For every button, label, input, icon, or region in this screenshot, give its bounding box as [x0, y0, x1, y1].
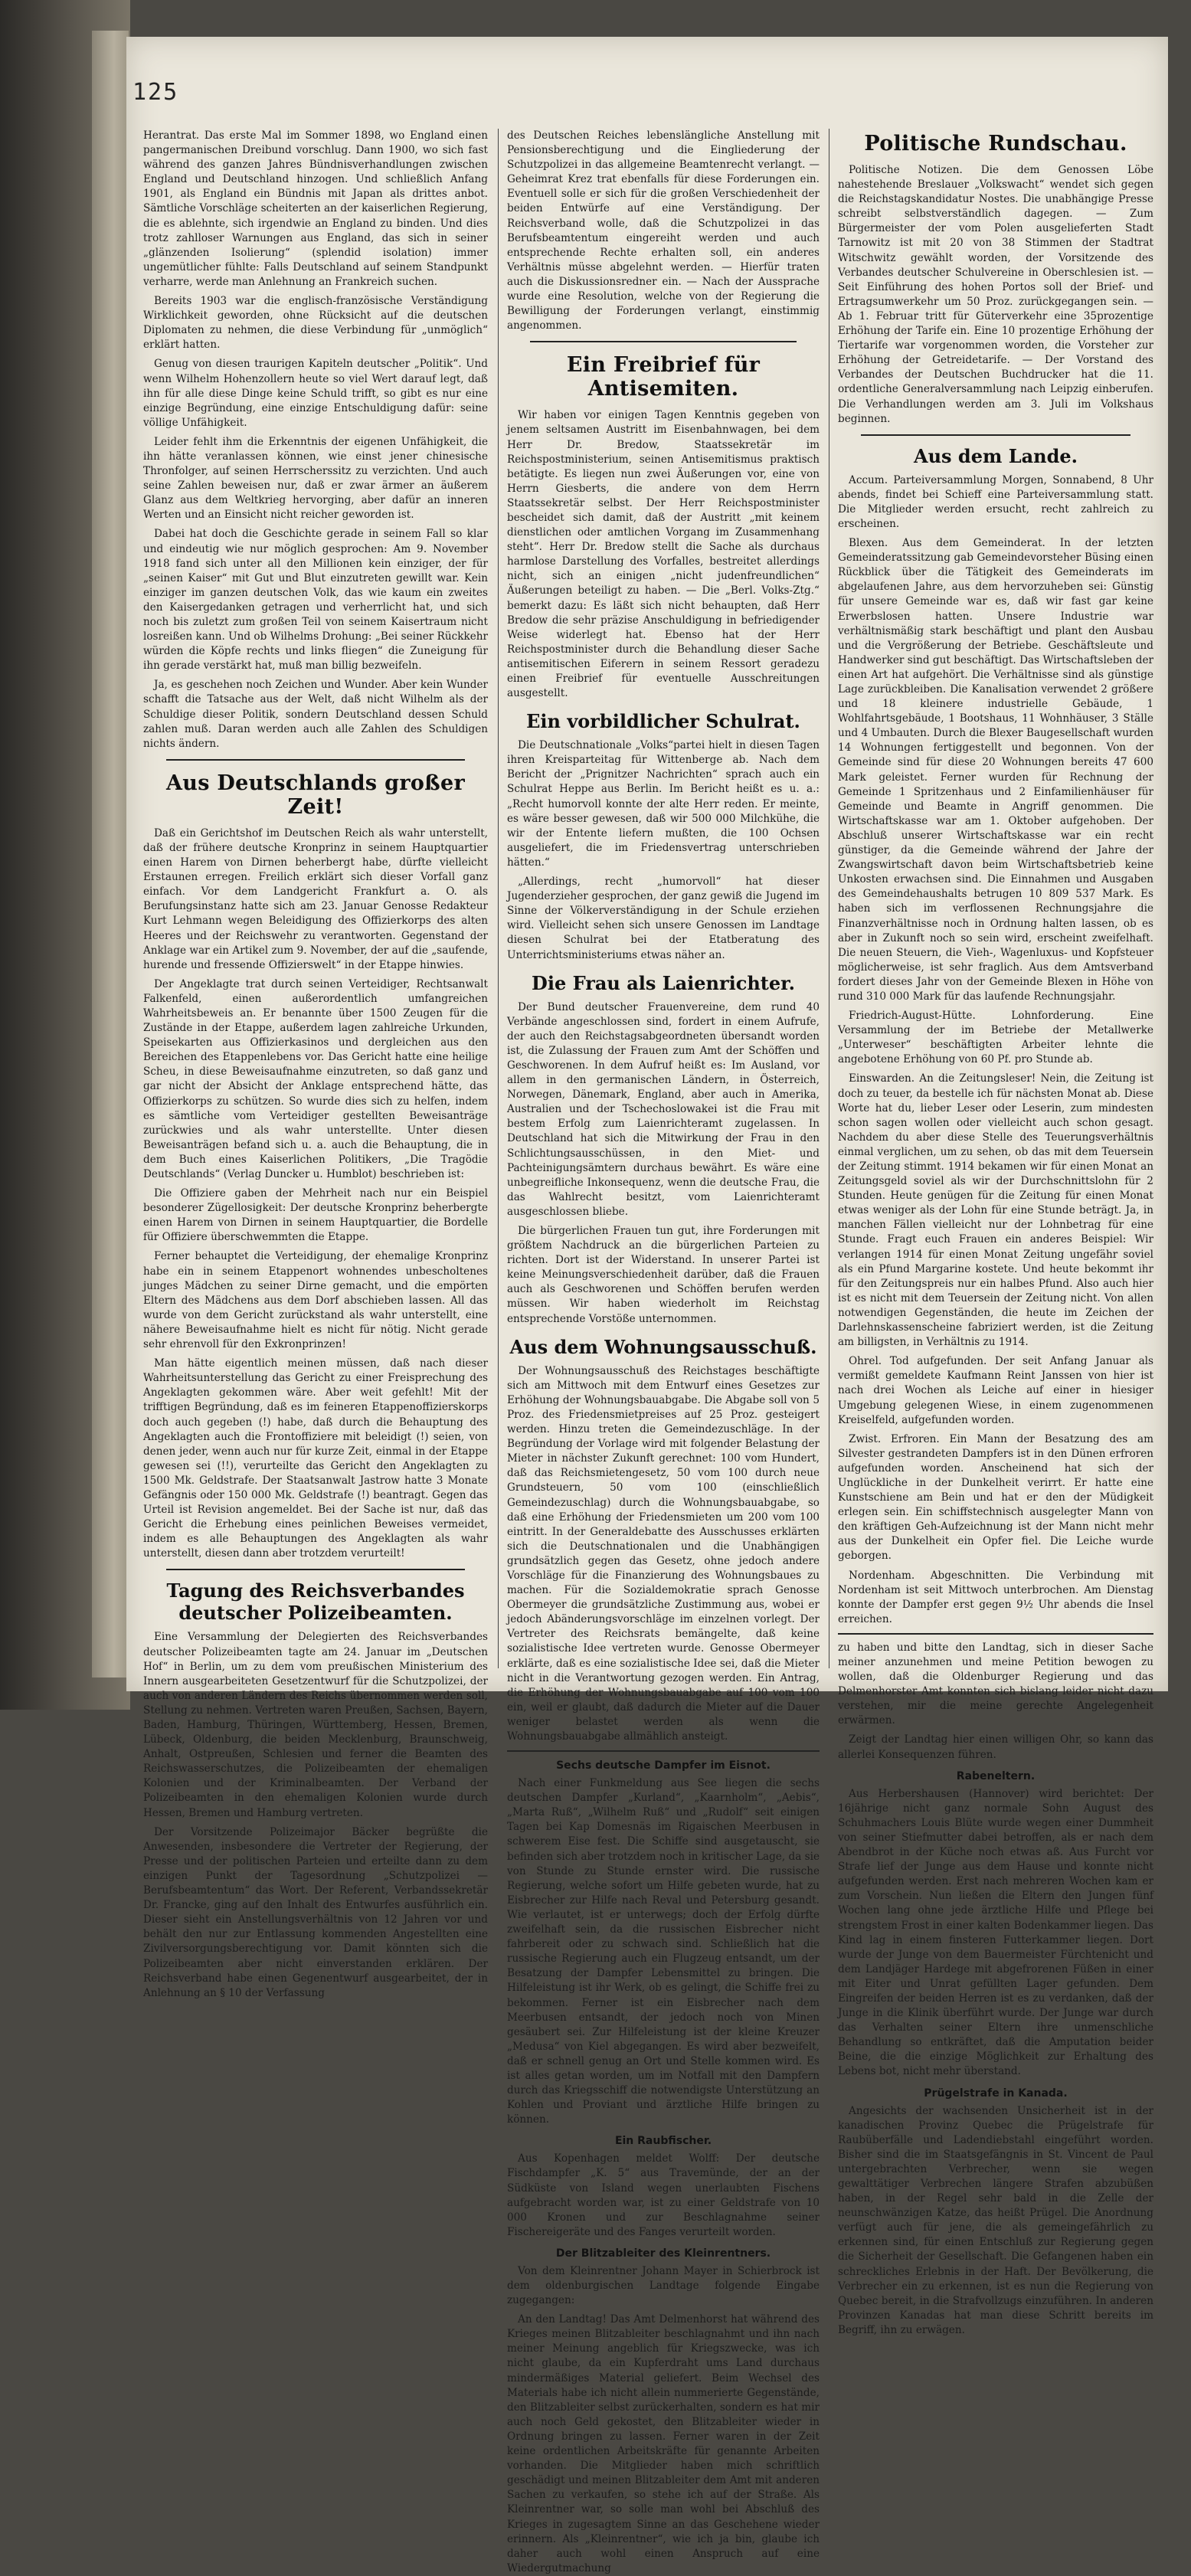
- paragraph: Aus Herbershausen (Hannover) wird berichtet: Der 16jährige nicht ganz normale Sohn August des Schuhmachers Louis Blüte wurde wegen einer Dummheit von seiner Stiefmutter dabei betroffen, als er nach dem Abendbrot in der Küche noch etwas aß. Aus Furcht vor Strafe lief der Junge aus dem Hause und konnte nicht aufgefunden werden. Erst nach mehreren Wochen kam er zum Vorschein. Nun ließen die Eltern den Jungen fünf Wochen lang ohne jede ärztliche Hilfe und Pflege bei strengstem Frost in einer kalten Bodenkammer liegen. Das Kind lag in einem finsteren Futterkammer liegen. Dort wurde der Junge von dem Bauermeister Fürchtenicht und dem Landjäger Hardege mit abgefrorenen Füßen in einer mit Eiter und Unrat gefüllten Lager gefunden. Dem Eingreifen der beiden Herren ist es zu verdanken, daß der Junge in die Klinik überführt wurde. Der Junge war durch das Verhalten seiner Eltern ihre unmenschliche Behandlung so entkräftet, daß die Amputation beider Beine, die die einzige Möglichkeit zur Erhaltung des Lebens bot, nicht mehr überstand.: [838, 1787, 1153, 2078]
- paragraph: Accum. Parteiversammlung Morgen, Sonnabend, 8 Uhr abends, findet bei Schieff eine Parteiversammlung statt. Die Mitglieder werden ersucht, recht zahlreich zu erscheinen.: [838, 473, 1153, 530]
- paragraph: Ohrel. Tod aufgefunden. Der seit Anfang Januar als vermißt gemeldete Kaufmann Reint Janssen von hier ist nach drei Wochen als Leiche auf einer in hiesiger Umgebung gelegenen Wiese, in einem zugenommenen Kreiselfeld, aufgefunden worden.: [838, 1355, 1153, 1426]
- paragraph: Genug von diesen traurigen Kapiteln deutscher „Politik“. Und wenn Wilhelm Hohenzollern heute so viel Wert darauf legt, daß ihn für alle diese Dinge keine Schuld trifft, so gibt es nur eine einzige Begründung, eine einzige Entschuldigung dafür: seine völlige Unfähigkeit.: [143, 358, 488, 429]
- paragraph: zu haben und bitte den Landtag, sich in dieser Sache meiner anzunehmen und meine Petition bewogen zu wollen, daß die Oldenburger Regierung und das Delmenhorster Amt konnten sich bislang leider nicht dazu verstehen, mir die meine gerechte Angelegenheit erwärmen.: [838, 1641, 1153, 1727]
- headline: Der Blitzableiter des Kleinrentners.: [555, 2247, 771, 2260]
- column-divider-1: [498, 129, 499, 1668]
- paragraph: Der Bund deutscher Frauenvereine, dem rund 40 Verbände angeschlossen sind, fordert in einem Aufrufe, der auch den Reichstagsabgeordneten übersandt worden ist, die Zulassung der Frauen zum Amt der Schöffen und Geschworenen. In dem Aufruf heißt es: Im Ausland, vor allem in den germanischen Ländern, in Österreich, Norwegen, Dänemark, England, aber auch in Amerika, Australien und der Tschechoslowakei ist die Frau mit bestem Erfolg zum Laienrichteramt zugelassen. In Deutschland hat sich die Mitwirkung der Frau in den Schlichtungsausschüssen, in den Miet- und Pachteinigungsämtern durchaus bewährt. Es wäre eine unbegreifliche Inkonsequenz, wenn die deutsche Frau, die das Wahlrecht besitzt, vom Laienrichteramt ausgeschlossen bliebe.: [507, 1000, 820, 1218]
- column-1: [143, 129, 488, 1999]
- divider: [166, 759, 465, 761]
- headline: Ein Raubfischer.: [614, 2135, 712, 2148]
- newspaper-page: [126, 37, 1168, 2574]
- headline: Sechs deutsche Dampfer im Eisnot.: [556, 1759, 771, 1772]
- headline: Ein vorbildlicher Schulrat.: [526, 710, 800, 733]
- paragraph: Ferner behauptet die Verteidigung, der ehemalige Kronprinz habe ein in seinem Etappenort wohnendes unbescholtenes junges Mädchen zu seiner Dirne gemacht, und die empörten Eltern des Mädchens aus dem Dorf abschieben lassen. All das wurde von dem Gericht zurückstand als wahr unterstellt, eine nähere Beweisaufnahme hielt es nicht für nötig. Nicht gerade sehr ehrenvoll für den Exkronprinzen!: [143, 1250, 488, 1351]
- paragraph: „Allerdings, recht „humorvoll“ hat dieser Jugenderzieher gesprochen, der ganz gewiß die Jugend im Sinne der Völkerverständigung in der Schule erziehen wird. Vielleicht sehen sich unsere Genossen im Landtage diesen Schulrat bei der Etatberatung des Unterrichtsministeriums etwas näher an.: [507, 876, 820, 961]
- paragraph: Zwist. Erfroren. Ein Mann der Besatzung des am Silvester gestrandeten Dampfers ist in den Dünen erfroren aufgefunden worden. Anscheinend hat sich der Unglückliche in der Dunkelheit verirrt. Er hatte eine Kunstschiene am Bein und hat er den der Müdigkeit erlegen sein. Ein schiffstechnisch ausgelegter Mann von den kräftigen Geh-Aufzeichnung ist der Mann nicht mehr aus der Dunkelheit ein Opfer fiel. Die Leiche wurde geborgen.: [838, 1432, 1153, 1563]
- divider: [838, 1633, 1153, 1635]
- col1-intro: [143, 129, 488, 751]
- paragraph: Angesichts der wachsenden Unsicherheit ist in der kanadischen Provinz Quebec die Prügelstrafe für Raubüberfälle und Ladendiebstahl eingeführt worden. Bisher sind die im Staatsgefängnis in St. Vincent de Paul untergebrachten Verbrecher, wenn sie wegen gewalttätiger Verbrechen längere Strafen abzubüßen haben, in der Regel sehr bald in die Zelle der neunschwänzigen Katze, das heißt Prügel. Die Anordnung verfügt auch für jene, die als gemeingefährlich zu erkennen sind, für einen Entschluß zur Regierung gegen die Sicherheit der Gesellschaft. Die Gefangenen haben ein schreckliches Erlebnis in der Haft. Der Bevölkerung, die Verbrecher ein zu erkennen, ist es nun die Regierung von Quebec bereit, in die Strafvollzugs einzuführen. In anderen Provinzen Kanadas hat man diese Schritt bereits im Begriff, ihn zu erwägen.: [838, 2104, 1153, 2336]
- paragraph: Der Angeklagte trat durch seinen Verteidiger, Rechtsanwalt Falkenfeld, einen außerordentlich umfangreichen Wahrheitsbeweis an. Er benannte über 1500 Zeugen für die Zustände in der Etappe, außerdem lagen zahlreiche Urkunden, Speisekarten aus Offizierkasinos und dergleichen aus den Bereichen des Etappenlebens vor. Das Gericht hatte eine heilige Scheu, in diese Beweisaufnahme einzutreten, so daß ganz und gar nicht der Absicht der Anklage entsprechend hätte, das Offizierkorps zu schützen. So wurde dies sich zu helfen, indem es sämtliche vom Verteidiger gestellten Beweisanträge zurückwies und als wahr unterstellte. Unter diesen Beweisanträgen befand sich u. a. auch die Behauptung, die in dem Buch eines Kaiserlichen Politikers, „Die Tragödie Deutschlands“ (Verlag Duncker u. Humblot) beschrieben ist:: [143, 977, 488, 1180]
- paragraph: Friedrich-August-Hütte. Lohnforderung. Eine Versammlung der im Betriebe der Metallwerke „Unterweser“ beschäftigten Arbeiter lehnte die angebotene Erhöhung von 60 Pf. pro Stunde ab.: [838, 1010, 1153, 1066]
- paragraph: Von dem Kleinrentner Johann Mayer in Schierbrock ist dem oldenburgischen Landtage folgende Eingabe zugegangen:: [507, 2264, 820, 2307]
- paragraph: Daß ein Gerichtshof im Deutschen Reich als wahr unterstellt, daß der frühere deutsche Kronprinz in seinem Hauptquartier einen Harem von Dirnen beherbergt habe, dürfte vielleicht Erstaunen erregen. Freilich erklärt sich dieser Vorfall ganz einfach. Vor dem Landgericht Frankfurt a. O. als Berufungsinstanz hatte sich am 23. Januar Genosse Redakteur Kurt Lehmann wegen Beleidigung des Offizierkorps des alten Heeres und der Reichswehr zu verantworten. Gegenstand der Anklage war ein Artikel zum 9. November, der auf die „saufende, hurende und fressende Offizierswelt“ in der Etappe hinwies.: [143, 826, 488, 971]
- paragraph: Nach einer Funkmeldung aus See liegen die sechs deutschen Dampfer „Kurland“, „Kaarnholm“, „Aebis“, „Marta Ruß“, „Wilhelm Ruß“ und „Rudolf“ seit einigen Tagen bei Kap Domesnäs im Rigaischen Meerbusen in schwerem Eise fest. Die Schiffe sind ausgetauscht, sie befinden sich aber trotzdem noch in kritischer Lage, da sie von Stunde zu Stunde ernster wird. Die russische Regierung, welche sofort um Hilfe gebeten wurde, hat zu Eisbrecher zur Hilfe nach Reval und Petersburg gesandt. Wie verlautet, ist er unterwegs; doch der Erfolg dürfte zweifelhaft sein, da die russischen Eisbrecher nicht fahrbereit oder zu schwach sind. Schließlich hat die russische Regierung auch ein Flugzeug entsandt, um der Besatzung der Dampfer Lebensmittel zu bringen. Die Hilfeleistung ist ihr Werk, ob es gelingt, die Schiffe frei zu bekommen. Ferner ist ein Eisbrecher nach dem Meerbusen entsandt, der jedoch noch von Minen gesäubert sei. Zur Hilfeleistung ist der kleine Kreuzer „Medusa“ von Kiel abgegangen. Es wird aber bezweifelt, daß er schnell genug an Ort und Stelle kommen wird. Es ist alles getan worden, um im Notfall mit den Dampfern durch das Kriegsschiff die notwendigste Unterstützung an Kohlen und Proviant und ärztliche Hilfe bringen zu können.: [507, 1777, 820, 2126]
- paragraph: Dabei hat doch die Geschichte gerade in seinem Fall so klar und eindeutig wie nur möglich gesprochen: Am 9. November 1918 fand sich unter all den Millionen kein einziger, der für „seinen Kaiser“ mit Gut und Blut einzutreten gewillt war. Kein einziger im ganzen deutschen Volk, das wie kaum ein zweites den Kaisergedanken getragen und verherrlicht hat, und sich noch bis zuletzt zum großen Teil von seinem Kaisertraum nicht losreißen kann. Und ob Wilhelms Drohung: „Bei seiner Rückkehr würden die Köpfe rechts und links fliegen“ die Zuneigung für ihn gerade verstärkt hat, muß man billig bezweifeln.: [143, 528, 488, 673]
- book-spine-edge: [92, 31, 129, 1678]
- divider: [166, 1569, 465, 1570]
- headline: Ein Freibrief für Antisemiten.: [566, 353, 761, 401]
- paragraph: Man hätte eigentlich meinen müssen, daß nach dieser Wahrheitsunterstellung das Gericht zu einer Freisprechung des Angeklagten gekommen wäre. Aber weit gefehlt! Mit der trifftigen Begründung, daß es im feineren Etappenoffizierskorps doch auch gegeben (!) habe, daß durch die Behauptung des Angeklagten auch die Frontoffiziere mit beleidigt (!) seien, von denen jeder, wenn auch nur für kurze Zeit, einmal in der Etappe gewesen sei (!!), verurteilte das Gericht den Angeklagten zu 1500 Mk. Geldstrafe. Der Staatsanwalt Jastrow hatte 3 Monate Gefängnis oder 150 000 Mk. Geldstrafe (!) beantragt. Gegen das Urteil ist Revision angemeldet. Bei der Sache ist nur, daß das Gericht die Erhebung eines peinlichen Beweises vermeidet, indem es alle Behauptungen des Angeklagten als wahr unterstellt, diesen dann aber trotzdem verurteilt!: [143, 1357, 488, 1560]
- paragraph: Die Offiziere gaben der Mehrheit nach nur ein Beispiel besonderer Zügellosigkeit: Der deutsche Kronprinz beherbergte einen Harem von Dirnen in seinem Hauptquartier, die Bordelle für Offiziere überschwemmten die Etappe.: [143, 1187, 488, 1244]
- column-3: [838, 129, 1153, 2336]
- paragraph: Blexen. Aus dem Gemeinderat. In der letzten Gemeinderatssitzung gab Gemeindevorsteher Büsing einen Rückblick über die Tätigkeit des Gemeinderats im abgelaufenen Jahre, aus dem hervorzuheben sei: Günstig für unsere Gemeinde war es, daß wir fast gar keine Erwerbslosen hatten. Unsere Industrie war verhältnismäßig stark beschäftigt und plant den Ausbau und die Vergrößerung der Betriebe. Geschäftsleute und Handwerker sind gut beschäftigt. Das Wirtschaftsleben der einen Art hat aufgehört. Die Verhältnisse sind als günstige Lage zurückbleiben. Die Kanalisation verwendet 2 größere und 18 kleinere industrielle Gebäude, 1 Wohlfahrtsgebäude, 1 Bootshaus, 11 Wohnhäuser, 3 Ställe und 4 Umbauten. Durch die Blexer Baugesellschaft wurden 14 Wohnungen fertiggestellt und begonnen. Von der Gemeinde sind für diese 20 Wohnungen bereits 47 600 Mark geleistet. Ferner wurden für Rechnung der Gemeinde 1 Spritzenhaus und 2 Einfamilienhäuser für Gemeinde und Beamte in Angriff genommen. Die Wirtschaftskasse war am 1. Oktober aufgehoben. Der Abschluß unserer Wirtschaftskasse war ein recht günstiger, da die Gemeinde während der Jahre der Zwangswirtschaft davon beim Wirtschaftsbetrieb keine Unkosten erwachsen sind. Die Einnahmen und Ausgaben des Gemeindehaushalts betrugen 10 809 537 Mark. Es haben sich im verflossenen Rechnungsjahre die Finanzverhältnisse noch in Ordnung halten lassen, ob es aber in Zukunft noch so sein wird, erscheint zweifelhaft. Die neuen Steuern, die Vieh-, Wagenluxus- und Kopfsteuer möglicherweise, ist sehr fraglich. Aus dem Amtsverband fordert dieses Jahr von der Gemeinde Blexen in Höhe von rund 310 000 Mark für das laufende Rechnungsjahr.: [838, 537, 1153, 1003]
- page-number: 125: [133, 79, 179, 106]
- paragraph: Der Vorsitzende Polizeimajor Bäcker begrüßte die Anwesenden, insbesondere die Vertreter der Regierung, der Presse und der politischen Parteien und erteilte dann zu dem einzigen Punkt der Tagesordnung „Schutzpolizei — Berufsbeamtentum“ das Wort. Der Referent, Verbandssekretär Dr. Francke, ging auf den Inhalt des Entwurfes ausführlich ein. Dieser sieht ein Anstellungsverhältnis von 12 Jahren vor und behält den nur zur Entlassung kommenden Angestellten eine Zivilversorgungsberechtigung vor. Damit könnten sich die Polizeibeamten aber nicht einverstanden erklären. Der Reichsverband habe einen Gegenentwurf ausgearbeitet, der in Anlehnung an § 10 der Verfassung: [143, 1825, 488, 1999]
- paragraph: Zeigt der Landtag hier einen willigen Ohr, so kann das allerlei Konsequenzen führen.: [838, 1733, 1153, 1761]
- headline: Rabeneltern.: [956, 1769, 1036, 1782]
- paragraph: Ja, es geschehen noch Zeichen und Wunder. Aber kein Wunder schafft die Tatsache aus der Welt, daß nicht Wilhelm als der Schuldige dieser Politik, sondern Deutschland dessen Schuld zahlen muß. Daran werden auch alle Zahlen des Schuldigen nichts ändern.: [143, 679, 488, 750]
- paragraph: Wir haben vor einigen Tagen Kenntnis gegeben von jenem seltsamen Austritt im Eisenbahnwagen, bei dem Herr Dr. Bredow, Staatssekretär im Reichspostministerium, seinen Antisemitismus praktisch betätigte. Es liegen nun zwei Äußerungen vor, eine von Herrn Giesberts, die andere von dem Herrn Staatssekretär selbst. Der Herr Reichspostminister bescheidet sich damit, daß der Austritt „mit keinem dienstlichen oder amtlichen Vorgang im Zusammenhang steht“. Herr Dr. Bredow stellt die Sache als durchaus harmlose Darstellung des Vorfalles, bestreitet allerdings nicht, sich an einigen „nicht judenfreundlichen“ Äußerungen beteiligt zu haben. — Die „Berl. Volks-Ztg.“ bemerkt dazu: Es läßt sich nicht behaupten, daß Herr Bredow die sehr präzise Anschuldigung in befriedigender Weise widerlegt hat. Ebenso hat der Herr Reichspostminister durch die Behandlung dieser Sache antisemitischen Eiferern in seinem Ressort geradezu einen Freibrief für eventuelle Ausschreitungen ausgestellt.: [507, 409, 820, 700]
- headline: Prügelstrafe in Kanada.: [924, 2087, 1068, 2100]
- divider: [507, 1750, 820, 1752]
- paragraph: Politische Notizen. Die dem Genossen Löbe nahestehende Breslauer „Volkswacht“ wendet sich gegen die Reichstagskandidatur Nostes. Die unabhängige Presse schreibt selbstverständlich dagegen. — Zum Bürgermeister der vom Polen ausgelieferten Stadt Tarnowitz ist mit 20 von 38 Stimmen der Stadtrat Witschwitz gewählt worden, der Vorsitzende des Verbandes deutscher Schulvereine in Oberschlesien ist. — Seit Einführung des hohen Portos soll der Brief- und Ertragsumwerkehr um 50 Proz. zurückgegangen sein. — Ab 1. Februar tritt für Güterverkehr eine 35prozentige Erhöhung der Tarife ein. Eine 10 prozentige Erhöhung der Tiertarife war vorgenommen worden, die Vorsteher zur Erhöhung der Getreidetarife. — Der Vorstand des Verbandes der Deutschen Buchdrucker hat die 11. ordentliche Generalversammlung nach Leipzig einberufen. Die Verhandlungen werden am 3. Juli im Volkshaus beginnen.: [838, 164, 1153, 425]
- headline: Aus dem Wohnungsausschuß.: [509, 1335, 817, 1358]
- paragraph: Eine Versammlung der Delegierten des Reichsverbandes deutscher Polizeibeamten tagte am 24. Januar im „Deutschen Hof“ in Berlin, um zu dem vom preußischen Ministerium des Innern ausgearbeiteten Gesetzentwurf für die Schutzpolizei, der auch von anderen Ländern des Reichs übernommen werden soll, Stellung zu nehmen. Vertreten waren Preußen, Sachsen, Bayern, Baden, Hamburg, Thüringen, Württemberg, Hessen, Bremen, Lübeck, Oldenburg, die beiden Mecklenburg, Braunschweig, Anhalt, Ostpreußen, Schlesien und ferner die Beamten des Reichswasserschutzes, die Polizeibeamten der ehemaligen Kolonien und der Kriminalbeamten. Der Verband der Polizeibeamten in den ehemaligen Kolonien wurde durch Hessen, Bremen und Hamburg vertreten.: [143, 1631, 488, 1819]
- paragraph: Einswarden. An die Zeitungsleser! Nein, die Zeitung ist doch zu teuer, da bestelle ich für nächsten Monat ab. Diese Worte hat du, lieber Leser oder Leserin, zum mindesten schon sagen wollen oder vielleicht auch schon gesagt. Nachdem du aber diese Stelle des Teuerungsverhältnis einmal verglichen, um zu sehen, ob das mit dem Teuersein der Zeitung stimmt. 1914 bekamen wir für einen Monat an Zeitungsgeld soviel als wir der Durchschnittslohn für 2 Stunden. Heute genügen für die Zeitung für einen Monat etwas weniger als der Lohn für eine Stunde beträgt. Ja, in manchen Fällen vielleicht nur der Lohnbetrag für eine Stunde. Fragt euch Frauen ein anderes Beispiel: Wir verlangen 1914 für einen Monat Zeitung ungefähr soviel als ein Pfund Margarine kostete. Und heute bekommt ihr für den Zeitungspreis nur ein halbes Pfund. Also auch hier ist es nicht mit dem Teuersein der Zeitung nicht. Von allen notwendigen Gegenständen, die heute im Zeichen der Darlehnskassenscheine fabriziert werden, ist die Zeitung am billigsten, in Verhältnis zu 1914.: [838, 1072, 1153, 1349]
- paragraph: Die Deutschnationale „Volks“partei hielt in diesen Tagen ihren Kreisparteitag für Wittenberge ab. Nach dem Bericht der „Prignitzer Nachrichten“ sprach auch ein Schulrat Heppe aus Berlin. Im Bericht heißt es u. a.: „Recht humorvoll konnte der alte Herr reden. Er meinte, es wäre besser gewesen, daß wir 500 000 Milchkühe, die wir der Entente liefern mußten, die 100 Ochsen ausgeliefert, die im Friedensvertrag unterschrieben hätten.“: [507, 739, 820, 869]
- paragraph: Nordenham. Abgeschnitten. Die Verbindung mit Nordenham ist seit Mittwoch unterbrochen. Am Dienstag konnte der Dampfer erst gegen 9½ Uhr abends die Insel erreichen.: [838, 1569, 1153, 1625]
- paragraph: Der Wohnungsausschuß des Reichstages beschäftigte sich am Mittwoch mit dem Entwurf eines Gesetzes zur Erhöhung der Wohnungsbauabgabe. Die Abgabe soll von 5 Proz. des Friedensmietpreises auf 25 Proz. gesteigert werden. Hinzu treten die Gemeindezuschläge. In der Begründung der Vorlage wird mit folgender Belastung der Mieter in nächster Zukunft gerechnet: 100 vom Hundert, daß das Reichsmietengesetz, 50 vom 100 durch neue Grundsteuern, 50 vom 100 (einschließlich Gemeindezuschlag) durch die Wohnungsbauabgabe, so daß eine Erhöhung der Friedensmieten um 200 vom 100 eintritt. In der Generaldebatte des Ausschusses erklärten sich die Deutschnationalen und die Unabhängigen grundsätzlich gegen das Gesetz, ohne jedoch andere Vorschläge für die Finanzierung des Wohnungsbaues zu machen. Für die Sozialdemokratie sprach Genosse Obermeyer die grundsätzliche Zustimmung aus, wobei er jedoch Abänderungsvorschläge im einzelnen vorlegt. Der Vertreter des Reichsrats bemängelte, daß keine sozialistische Idee vertreten wurde. Genosse Obermeyer erklärte, daß es eine sozialistische Idee sei, daß die Mieter nicht in die Verantwortung gezogen werden. Ein Antrag, die Erhöhung der Wohnungsbauabgabe auf 100 vom 100 ein, weil er glaubt, daß dadurch die Mieter auf die Dauer weniger belastet werden als wenn die Wohnungsbauabgabe allmählich ansteigt.: [507, 1364, 820, 1743]
- paragraph: An den Landtag! Das Amt Delmenhorst hat während des Krieges meinen Blitzableiter beschlagnahmt und ihn nach meiner Meinung angeblich für Kriegszwecke, was ich nicht glaube, da ein Kupferdraht ums Land durchaus mindermäßiges Material geliefert. Beim Wechsel des Materials habe ich nicht allein nummerierte Gegenstände, den Blitzableiter selbst zurückerhalten, sondern es hat mir auch noch Geld gekostet, den Blitzableiter wieder in Ordnung bringen zu lassen. Ferner waren in der Zeit keine ordentlichen Arbeitskräfte für genannte Arbeiten vorhanden. Die Mitglieder haben mich schriftlich geschädigt und meinen Blitzableiter dem Amt mit anderen Sachen zu verkaufen, so stehe ich auf der Straße. Als Kleinrentner war, so solle man wohl bei Abschluß des Krieges in zugesagtem Sinne an das Geschehene wieder erinnern. Als „Kleinrentner“, wie ich ja bin, glaube ich daher auch wohl einen Anspruch auf eine Wiedergutmachung: [507, 2313, 820, 2574]
- paragraph: Leider fehlt ihm die Erkenntnis der eigenen Unfähigkeit, die ihn hätte veranlassen können, wie einst jener chinesische Thronfolger, auf seinen Herrscherssitz zu verzichten. Und auch seine Zahlen beweisen nur, daß er zwar ärmer an äußerem Glanz aus dem Weltkrieg hervorging, aber dafür an inneren Werten und an Einsicht nicht reicher geworden ist.: [143, 435, 488, 522]
- paragraph: des Deutschen Reiches lebenslängliche Anstellung mit Pensionsberechtigung und die Eingliederung der Schutzpolizei in das allgemeine Beamtenrecht verlangt. — Geheimrat Krez trat ebenfalls für diese Forderungen ein. Eventuell solle er sich für die großen Verschiedenheit der beiden Entwürfe auf eine Verständigung. Der Reichsverband wolle, daß die Schutzpolizei in das Berufsbeamtentum eingereiht werden und auch entsprechende Rechte erhalten soll, ein anderes Verhältnis müsse abgelehnt werden. — Hierfür traten auch die Diskussionsredner ein. — Nach der Aussprache wurde eine Resolution, welche von der Regierung die Bewilligung der Forderungen verlangt, einstimmig angenommen.: [507, 129, 820, 332]
- paragraph: Die bürgerlichen Frauen tun gut, ihre Forderungen mit größtem Nachdruck an die bürgerlichen Parteien zu richten. Dort ist der Widerstand. In unserer Partei ist keine Meinungsverschiedenheit darüber, daß die Frauen auch als Geschworenen und Schöffen berufen werden müssen. Wir haben wiederholt im Reichstag entsprechende Vorstöße unternommen.: [507, 1225, 820, 1325]
- column-2: [507, 129, 820, 2574]
- headline: Tagung des Reichsverbandes deutscher Polizeibeamten.: [166, 1579, 465, 1625]
- paragraph: Aus Kopenhagen meldet Wolff: Der deutsche Fischdampfer „K. 5“ aus Travemünde, der an der Südküste von Island wegen unerlaubten Fischens aufgebracht worden war, ist zu einer Geldstrafe von 10 000 Kronen und zur Beschlagnahme seiner Fischereigeräte und des Fanges verurteilt worden.: [507, 2152, 820, 2238]
- headline: Politische Rundschau.: [864, 132, 1127, 155]
- paragraph: Herantrat. Das erste Mal im Sommer 1898, wo England einen pangermanischen Dreibund vorschlug. Dann 1900, wo sich fast während des ganzen Jahres Bündnisverhandlungen zwischen England und Deutschland hinzogen. Und schließlich Anfang 1901, als England ein Bündnis mit Japan als drittes anbot. Sämtliche Vorschläge scheiterten an der kaiserlichen Regierung, die es ablehnte, sich irgendwie an England zu binden. Und dies trotz zahlloser Warnungen aus England, das sich in seiner „glänzenden Isolierung“ (splendid isolation) immer ungemütlicher fühlte: Falls Deutschland auf seinem Standpunkt verharre, werde man Anlehnung an Frankreich suchen.: [143, 129, 488, 288]
- headline: Die Frau als Laienrichter.: [532, 971, 795, 994]
- paragraph: Bereits 1903 war die englisch-französische Verständigung Wirklichkeit geworden, ohne Rücksicht auf die deutschen Diplomaten zu nehmen, die diese Verbindung für „unmöglich“ erklärt hatten.: [143, 295, 488, 352]
- headline: Aus Deutschlands großer Zeit!: [166, 771, 465, 819]
- divider: [530, 341, 797, 342]
- divider: [861, 434, 1130, 436]
- headline: Aus dem Lande.: [913, 444, 1078, 467]
